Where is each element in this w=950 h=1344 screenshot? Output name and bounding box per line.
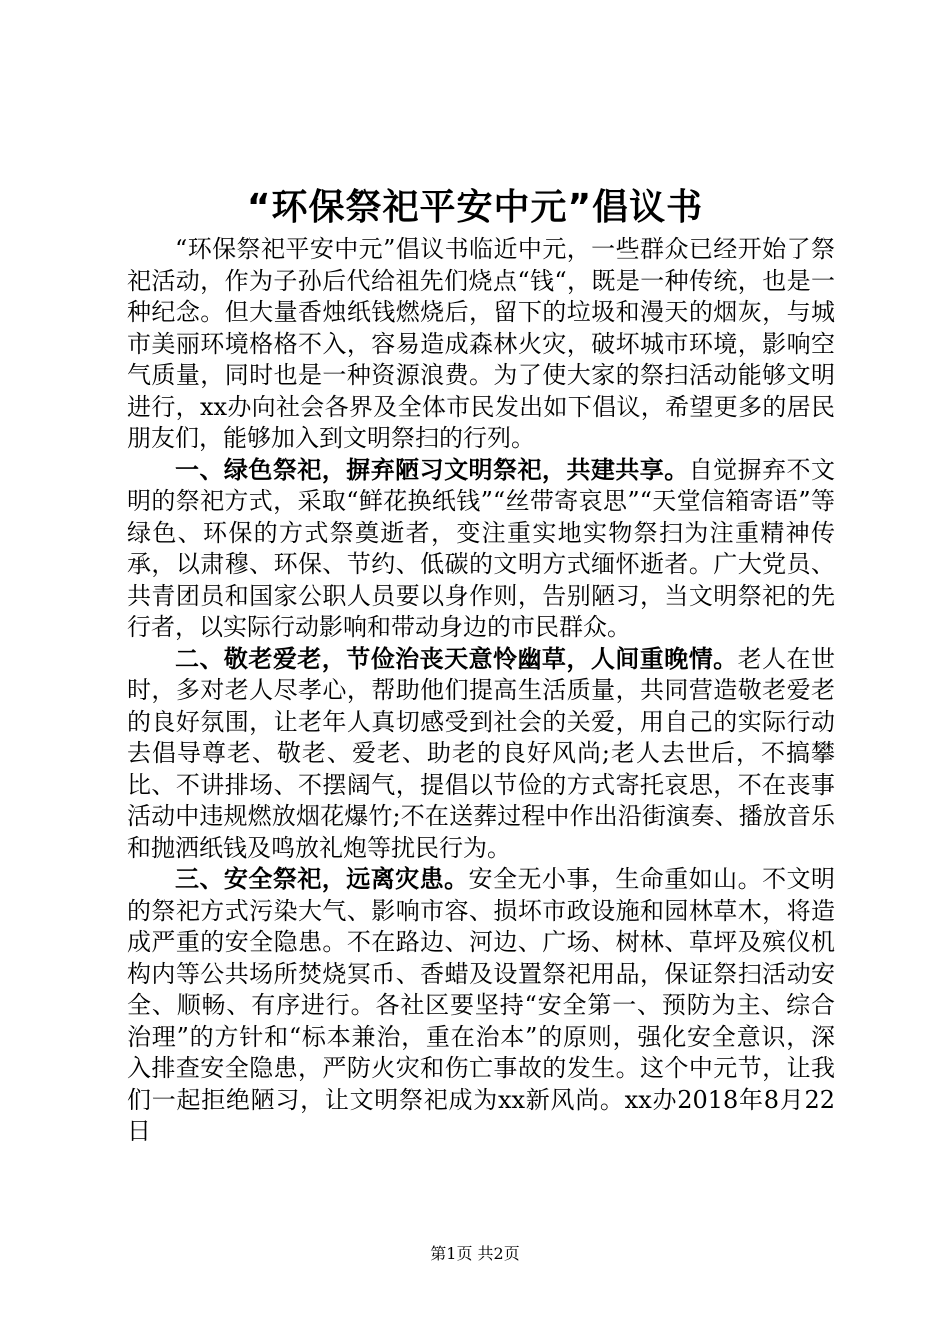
section-heading-2: 二、敬老爱老，节俭治丧天意怜幽草，人间重晚情。 — [175, 644, 738, 673]
intro-paragraph: “环保祭祀平安中元”倡议书临近中元，一些群众已经开始了祭祀活动，作为子孙后代给祖先们烧点“钱“，既是一种传统，也是一种纪念。但大量香烛纸钱燃烧后，留下的垃圾和漫天的烟灰，与城市美丽环境格格不入，容易造成森林火灾，破坏城市环境，影响空气质量，同时也是一种资源浪费。为了使大家的祭扫活动能够文明进行，xx办向社会各界及全体市民发出如下倡议，希望更多的居民朋友们，能够加入到文明祭扫的行列。 — [127, 235, 835, 452]
page-number: 第1页 共2页 — [430, 1244, 520, 1263]
section-paragraph-2 — [127, 644, 835, 865]
section-text-1: 自觉摒弃不文明的祭祀方式，采取“鲜花换纸钱”“丝带寄哀思”“天堂信箱寄语”等绿色、环保的方式祭奠逝者，变注重实地实物祭扫为注重精神传承，以肃穆、环保、节约、低碳的文明方式缅怀逝者。广大党员、共青团员和国家公职人员要以身作则，告别陋习，当文明祭祀的先行者，以实际行动影响和带动身边的市民群众。 — [127, 455, 836, 641]
section-text-3: 安全无小事，生命重如山。不文明的祭祀方式污染大气、影响市容、损坏市政设施和园林草木，将造成严重的安全隐患。不在路边、河边、广场、树林、草坪及殡仪机构内等公共场所焚烧冥币、香蜡及设置祭祀用品，保证祭扫活动安全、顺畅、有序进行。各社区要坚持“安全第一、预防为主、综合治理”的方针和“标本兼治，重在治本”的原则，强化安全意识，深入排查安全隐患，严防火灾和伤亡事故的发生。这个中元节，让我们一起拒绝陋习，让文明祭祀成为xx新风尚。xx办2018年8月22日 — [127, 865, 836, 1145]
section-heading-1: 一、绿色祭祀，摒弃陋习文明祭祀，共建共享。 — [175, 455, 689, 484]
section-paragraph-3 — [127, 864, 835, 1148]
section-paragraph-1 — [127, 455, 835, 644]
section-text-2: 老人在世时，多对老人尽孝心，帮助他们提高生活质量，共同营造敬老爱老的良好氛围，让老年人真切感受到社会的关爱，用自己的实际行动去倡导尊老、敬老、爱老、助老的良好风尚;老人去世后，不搞攀比、不讲排场、不摆阔气，提倡以节俭的方式寄托哀思，不在丧事活动中违规燃放烟花爆竹;不在送葬过程中作出沿街演奏、播放音乐和抛洒纸钱及鸣放礼炮等扰民行为。 — [127, 644, 836, 862]
document-body — [127, 234, 835, 1148]
document-title: “环保祭祀平安中元”倡议书 — [246, 187, 704, 228]
section-heading-3: 三、安全祭祀，远离灾患。 — [175, 865, 469, 893]
